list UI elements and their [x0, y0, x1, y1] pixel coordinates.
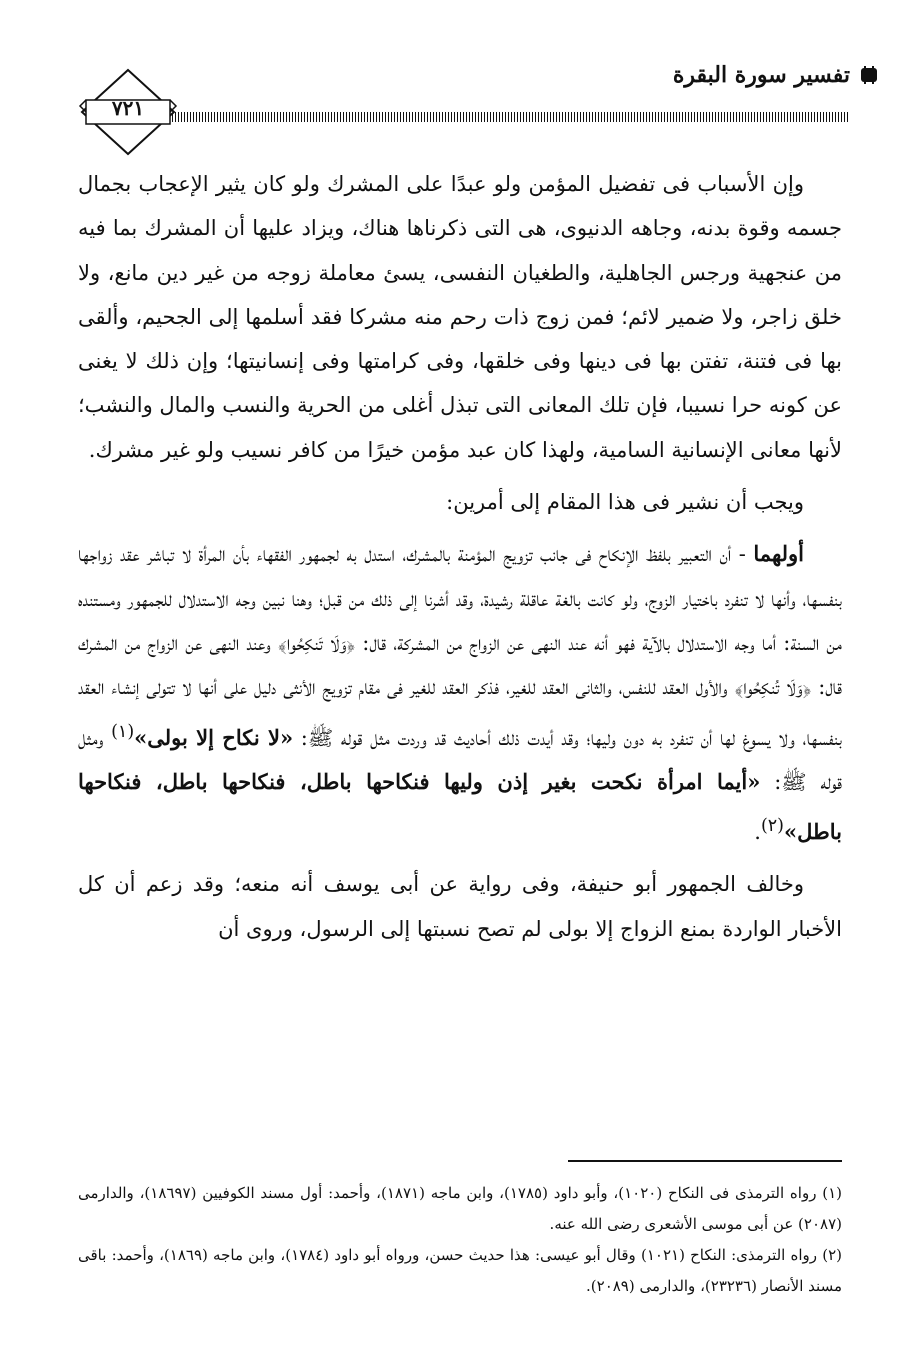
- paragraph-3-lead: أولهما: [753, 541, 804, 567]
- footnote-separator: [568, 1160, 842, 1162]
- hadith-quote-2: «أيما امرأة نكحت بغير إذن وليها فنكاحها باطل، فنكاحها باطل، فنكاحها باطل»: [78, 768, 842, 845]
- footnote-ref-2: (٢): [760, 816, 784, 837]
- header-ornament-icon: [858, 64, 880, 86]
- running-header-title: تفسير سورة البقرة: [672, 62, 850, 88]
- page-number: ٧٢١: [111, 96, 145, 120]
- footnotes: [78, 1178, 842, 1302]
- main-text: [78, 162, 842, 951]
- paragraph-3: [78, 532, 842, 854]
- paragraph-3-end: .: [754, 820, 761, 845]
- paragraph-2: ويجب أن نشير فى هذا المقام إلى أمرين:: [446, 490, 804, 515]
- hadith-quote-1: «لا نكاح إلا بولى»: [134, 724, 294, 750]
- footnote-1: (١) رواه الترمذى فى النكاح (١٠٢٠)، وأبو داود (١٧٨٥)، وابن ماجه (١٨٧١)، وأحمد: أول مسند الكوفيين (١٨٦٩٧)، والدارمى (٢٠٨٧) عن أبى موسى الأشعرى رضى الله عنه.: [78, 1184, 842, 1233]
- footnote-ref-1: (١): [111, 721, 135, 742]
- paragraph-3-text: - أن التعبير بلفظ الإنكاح فى جانب تزويج المؤمنة بالمشرك، استدل به لجمهور الفقهاء بأن المرأة لا تباشر عقد زواجها بنفسها، وأنها لا تنفرد باختيار الزوج، ولو كانت بالغة عاقلة رشيدة، وقد أشرنا إلى ذلك من قبل؛ وهنا نبين وجه الاستدلال للجمهور ومستنده من السنة: أما وجه الاستدلال بالآية فهو أنه عند النهى عن الزواج من المشركة، قال: ﴿وَلَا تَنكِحُوا﴾ وعند النهى عن الزواج من المشرك قال: ﴿وَلَا تُنكِحُوا﴾ والأول العقد للنفس، والثانى العقد للغير، فذكر العقد للغير فى مقام تزويج الأنثى دليل على أنها لا تتولى إنشاء العقد بنفسها، ولا يسوغ لها أن تنفرد به دون وليها؛ وقد أيدت ذلك أحاديث قد وردت مثل قوله ﷺ:: [78, 542, 843, 750]
- header-hatched-rule: [160, 112, 850, 122]
- paragraph-3-mid: ومثل قوله ﷺ:: [78, 725, 842, 794]
- paragraph-4: وخالف الجمهور أبو حنيفة، وفى رواية عن أبى يوسف أنه منعه؛ وقد زعم أن كل الأخبار الواردة بمنع الزواج إلا بولى لم تصح نسبتها إلى الرسول، وروى أن: [78, 872, 842, 941]
- footnote-2: (٢) رواه الترمذى: النكاح (١٠٢١) وقال أبو عيسى: هذا حديث حسن، ورواه أبو داود (١٧٨٤)، وابن ماجه (١٨٦٩)، وأحمد: باقى مسند الأنصار (٢٣٢٣٦)، والدارمى (٢٠٨٩).: [78, 1246, 843, 1295]
- paragraph-1: وإن الأسباب فى تفضيل المؤمن ولو عبدًا على المشرك ولو كان يثير الإعجاب بجمال جسمه وقوة بدنه، وجاهه الدنيوى، هى التى ذكرناها هناك، ويزاد عليها أن المشرك بما فيه من عنجهية ورجس الجاهلية، والطغيان النفسى، يسئ معاملة زوجه من غير دين مانع، ولا خلق زاجر، ولا ضمير لائم؛ فمن زوج ذات رحم منه مشركا فقد أسلمها إلى الجحيم، وألقى بها فى فتنة، تفتن بها فى دينها وفى خلقها، وفى كرامتها وفى إنسانيتها؛ وإن ذلك لا يغنى عن كونه حرا نسيبا، فإن تلك المعانى التى تبذل أغلى من الحرية والنسب والمال والنشب؛ لأنها معانى الإنسانية السامية، ولهذا كان عبد مؤمن خيرًا من كافر نسيب ولو غير مشرك.: [78, 172, 842, 462]
